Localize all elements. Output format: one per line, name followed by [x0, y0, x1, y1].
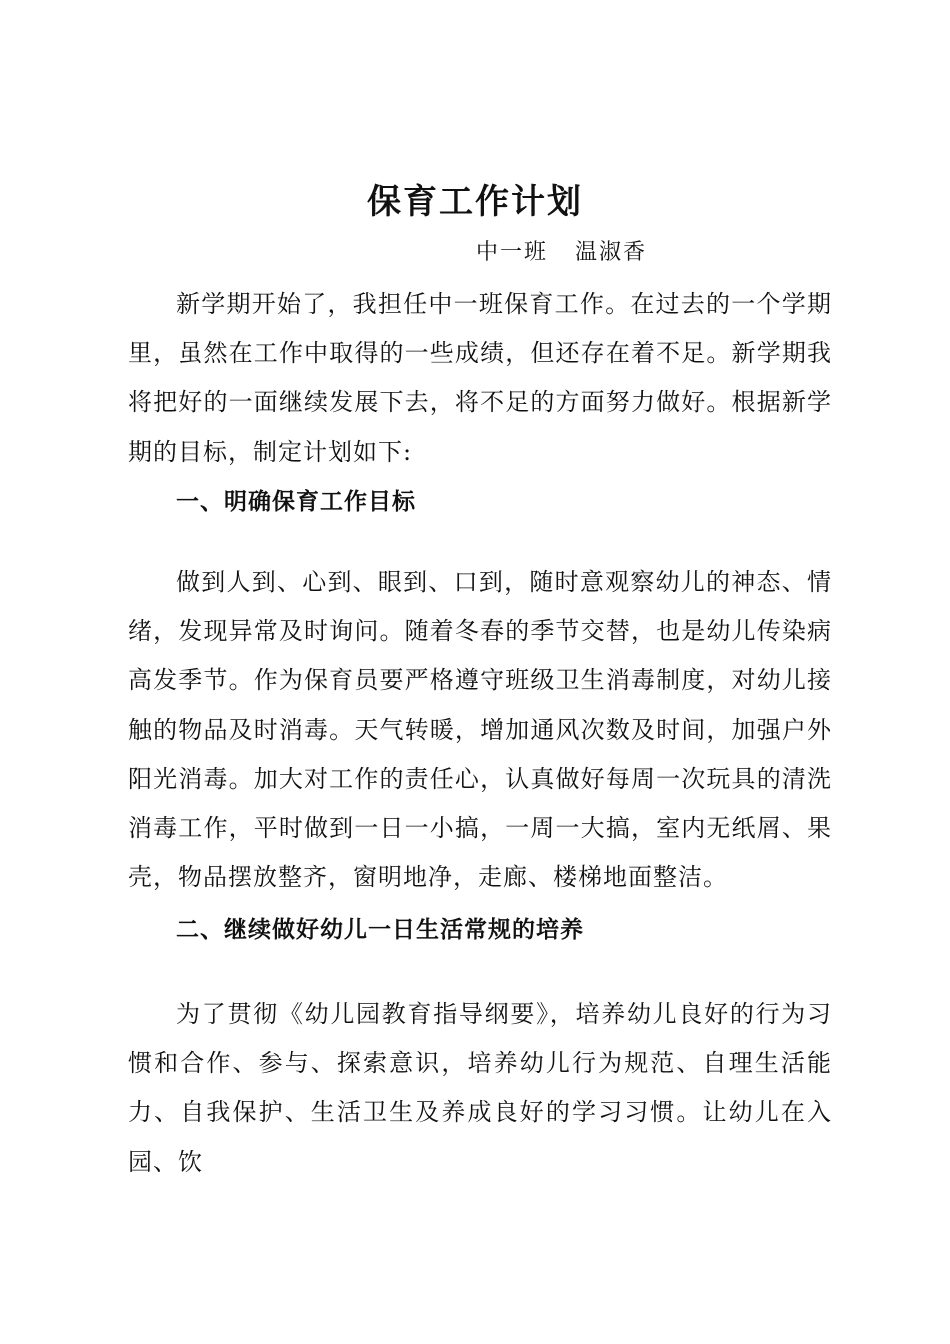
document-title: 保育工作计划 [367, 182, 583, 222]
intro-paragraph: 新学期开始了，我担任中一班保育工作。在过去的一个学期里，虽然在工作中取得的一些成绩，但还存在着不足。新学期我将把好的一面继续发展下去，将不足的方面努力做好。根据新学期的目标，制定计划如下: [128, 290, 832, 466]
section-heading-2: 二、继续做好幼儿一日生活常规的培养 [176, 917, 584, 943]
section-1-paragraph: 做到人到、心到、眼到、口到，随时意观察幼儿的神态、情绪，发现异常及时询问。随着冬春的季节交替，也是幼儿传染病高发季节。作为保育员要严格遵守班级卫生消毒制度，对幼儿接触的物品及时消毒。天气转暖，增加通风次数及时间，加强户外阳光消毒。加大对工作的责任心，认真做好每周一次玩具的清洗消毒工作，平时做到一日一小搞，一周一大搞，室内无纸屑、果壳，物品摆放整齐，窗明地净，走廊、楼梯地面整洁。 [128, 568, 832, 892]
author-byline: 中一班 温淑香 [476, 240, 647, 265]
section-2-paragraph: 为了贯彻《幼儿园教育指导纲要》，培养幼儿良好的行为习惯和合作、参与、探索意识，培养幼儿行为规范、自理生活能力、自我保护、生活卫生及养成良好的学习习惯。让幼儿在入园、饮 [128, 1000, 832, 1176]
section-heading-1: 一、明确保育工作目标 [176, 489, 416, 515]
